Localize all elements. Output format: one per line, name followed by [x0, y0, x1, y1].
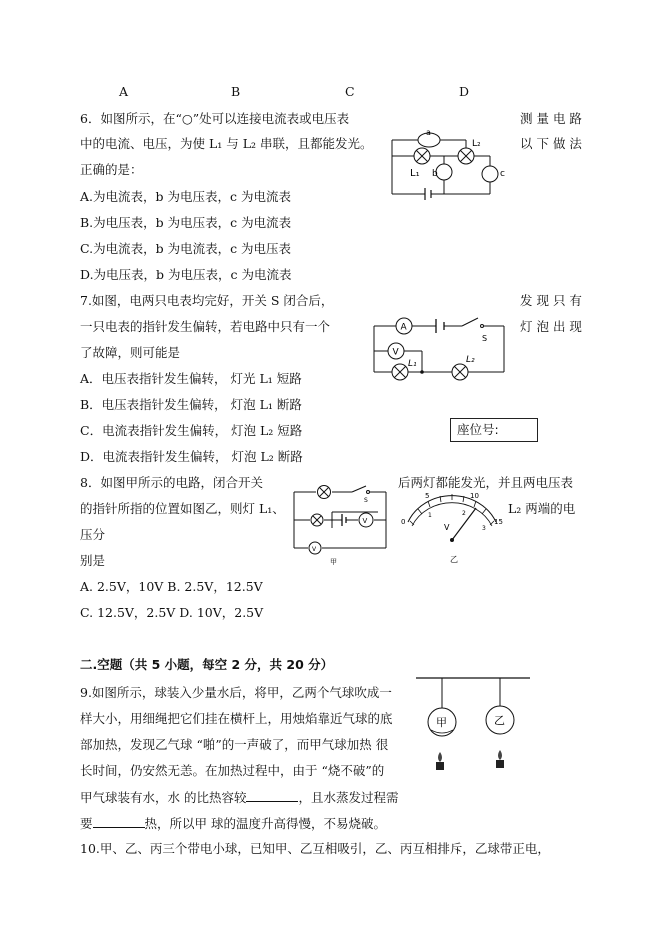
q8-voltmeter-1-label: V	[362, 517, 368, 525]
q7-option-a: A．电压表指针发生偏转， 灯光 L₁ 短路	[80, 371, 302, 386]
q8-voltmeter-2	[309, 542, 321, 554]
seat-number-box	[450, 418, 538, 442]
q8-line1: 8．如图甲所示的电路，闭合开关	[80, 475, 263, 490]
q9-line4: 长时间，仍安然无恙。在加热过程中，由于 “烧不破”的	[80, 763, 385, 778]
q9-line5-part-b: ，且水蒸发过程需	[298, 790, 399, 805]
q7-ammeter-label: A	[400, 322, 407, 333]
q7-lamp-l1	[392, 364, 408, 380]
q6-option-c: C.为电流表，b 为电流表，c 为电压表	[80, 241, 292, 256]
q9-line6-part-b: 热，所以甲 球的温度升高得慢，不易烧破。	[144, 816, 386, 831]
q8-options-row2: C. 12.5V，2.5V D. 10V，2.5V	[80, 605, 264, 620]
q9-balloon-yi	[486, 706, 514, 734]
q8-circuit-diagram	[290, 482, 390, 568]
q8-dial-tick-1: 1	[428, 512, 432, 519]
q6-line1-right: 测 量 电 路	[520, 111, 582, 126]
q6-label-c: c	[500, 169, 505, 179]
q7-line2-right: 灯 泡 出 现	[520, 319, 582, 334]
option-label-d: D	[459, 84, 470, 99]
q8-voltmeter-1	[359, 513, 373, 527]
q9-candle-right	[496, 750, 504, 768]
q9-line5	[80, 789, 399, 806]
q6-label-a: a	[426, 128, 431, 137]
q7-voltmeter	[388, 343, 404, 359]
q7-option-b: B．电压表指针发生偏转， 灯泡 L₁ 断路	[80, 397, 302, 412]
q6-line2-right: 以 下 做 法	[520, 136, 582, 151]
q8-options-row1: A. 2.5V，10V B. 2.5V，12.5V	[80, 579, 263, 594]
q6-line3: 正确的是：	[80, 162, 143, 177]
q6-lamp-l2	[458, 148, 474, 164]
q9-line1: 9.如图所示，球装入少量水后，将甲，乙两个气球吹成一	[80, 685, 392, 700]
q8-line3: 压分	[80, 527, 106, 542]
q7-label-l1: L₁	[408, 359, 417, 369]
q8-voltmeter-dial	[398, 486, 506, 568]
q8-dial-unit-v: V	[444, 523, 450, 532]
q8-dial-tick-0: 0	[401, 518, 406, 526]
q8-dial-tick-10: 10	[470, 492, 479, 500]
q9-balloon-yi-label: 乙	[494, 714, 505, 727]
q6-meter-b	[436, 164, 452, 180]
q8-line1-right: 后两灯都能发光，并且两电压表	[398, 475, 574, 490]
q6-option-d: D.为电压表，b 为电压表，c 为电流表	[80, 267, 292, 282]
q9-line3: 部加热，发现乙气球 “啪”的一声破了，而甲气球加热 很	[80, 737, 389, 752]
q9-blank-1[interactable]	[246, 789, 298, 802]
section-2-heading: 二.空题（共 5 小题，每空 2 分，共 20 分）	[80, 657, 334, 672]
option-label-a: A	[119, 84, 129, 99]
q9-candle-left	[436, 752, 444, 770]
q8-line2-right: L₂ 两端的电	[508, 501, 576, 516]
q6-label-b: b	[432, 169, 438, 179]
q7-ammeter	[396, 318, 412, 334]
q9-line2: 样大小，用细绳把它们挂在横杆上，用烛焰靠近气球的底	[80, 711, 393, 726]
q8-voltmeter-2-label: V	[312, 546, 317, 553]
q7-circuit-diagram	[370, 314, 510, 386]
q9-balloon-jia-label: 甲	[436, 716, 447, 729]
q8-line2: 的指针所指的位置如图乙，则灯 L₁、	[80, 501, 285, 516]
q6-line1: 6．如图所示，在“○”处可以连接电流表或电压表	[80, 111, 350, 126]
q7-lamp-l2	[452, 364, 468, 380]
q7-line1-right: 发 现 只 有	[520, 293, 582, 308]
q8-lamp-top	[318, 486, 331, 499]
q6-meter-c	[482, 166, 498, 182]
q6-lamp-l1	[414, 148, 430, 164]
q8-dial-tick-2: 2	[462, 510, 466, 517]
q7-label-l2: L₂	[466, 355, 475, 365]
q8-lamp-middle	[311, 514, 323, 526]
q6-label-l2: L₂	[472, 139, 481, 149]
q8-figure-jia-label: 甲	[330, 558, 337, 566]
q6-option-a: A.为电流表，b 为电压表，c 为电流表	[80, 189, 291, 204]
seat-number-label: 座位号:	[457, 422, 499, 437]
q7-option-c: C．电流表指针发生偏转， 灯泡 L₂ 短路	[80, 423, 303, 438]
q9-blank-2[interactable]	[93, 815, 145, 828]
q6-line2: 中的电流、电压，为使 L₁ 与 L₂ 串联，且都能发光。	[80, 136, 373, 151]
q8-line4: 别是	[80, 553, 106, 568]
q9-line6	[80, 815, 386, 832]
q6-option-b: B.为电压表，b 为电压表，c 为电流表	[80, 215, 292, 230]
q8-dial-tick-5: 5	[425, 492, 430, 500]
q8-dial-tick-3: 3	[482, 525, 486, 532]
q7-voltmeter-label: V	[392, 347, 399, 358]
q7-line3: 了故障，则可能是	[80, 345, 181, 360]
option-label-b: B	[231, 84, 241, 99]
q7-switch-label: S	[482, 334, 488, 343]
q6-circuit-diagram	[380, 124, 515, 204]
q7-line2: 一只电表的指针发生偏转，若电路中只有一个	[80, 319, 331, 334]
q7-option-d: D．电流表指针发生偏转， 灯泡 L₂ 断路	[80, 449, 303, 464]
q9-line5-part-a: 甲气球装有水，水 的比热容较	[80, 790, 247, 805]
option-label-c: C	[345, 84, 355, 99]
q9-line6-part-a: 要	[80, 816, 93, 831]
q8-figure-yi-label: 乙	[450, 555, 458, 564]
q8-dial-tick-15: 15	[494, 518, 503, 526]
q9-balloon-jia	[428, 708, 456, 736]
q10-line1: 10.甲、乙、丙三个带电小球，已知甲、乙互相吸引，乙、丙互相排斥，乙球带正电，	[80, 841, 550, 856]
q8-switch-label: S	[364, 497, 368, 504]
q9-balloon-diagram	[414, 674, 532, 774]
q7-line1: 7.如图，电两只电表均完好，开关 S 闭合后，	[80, 293, 334, 308]
q6-label-l1: L₁	[410, 168, 420, 179]
